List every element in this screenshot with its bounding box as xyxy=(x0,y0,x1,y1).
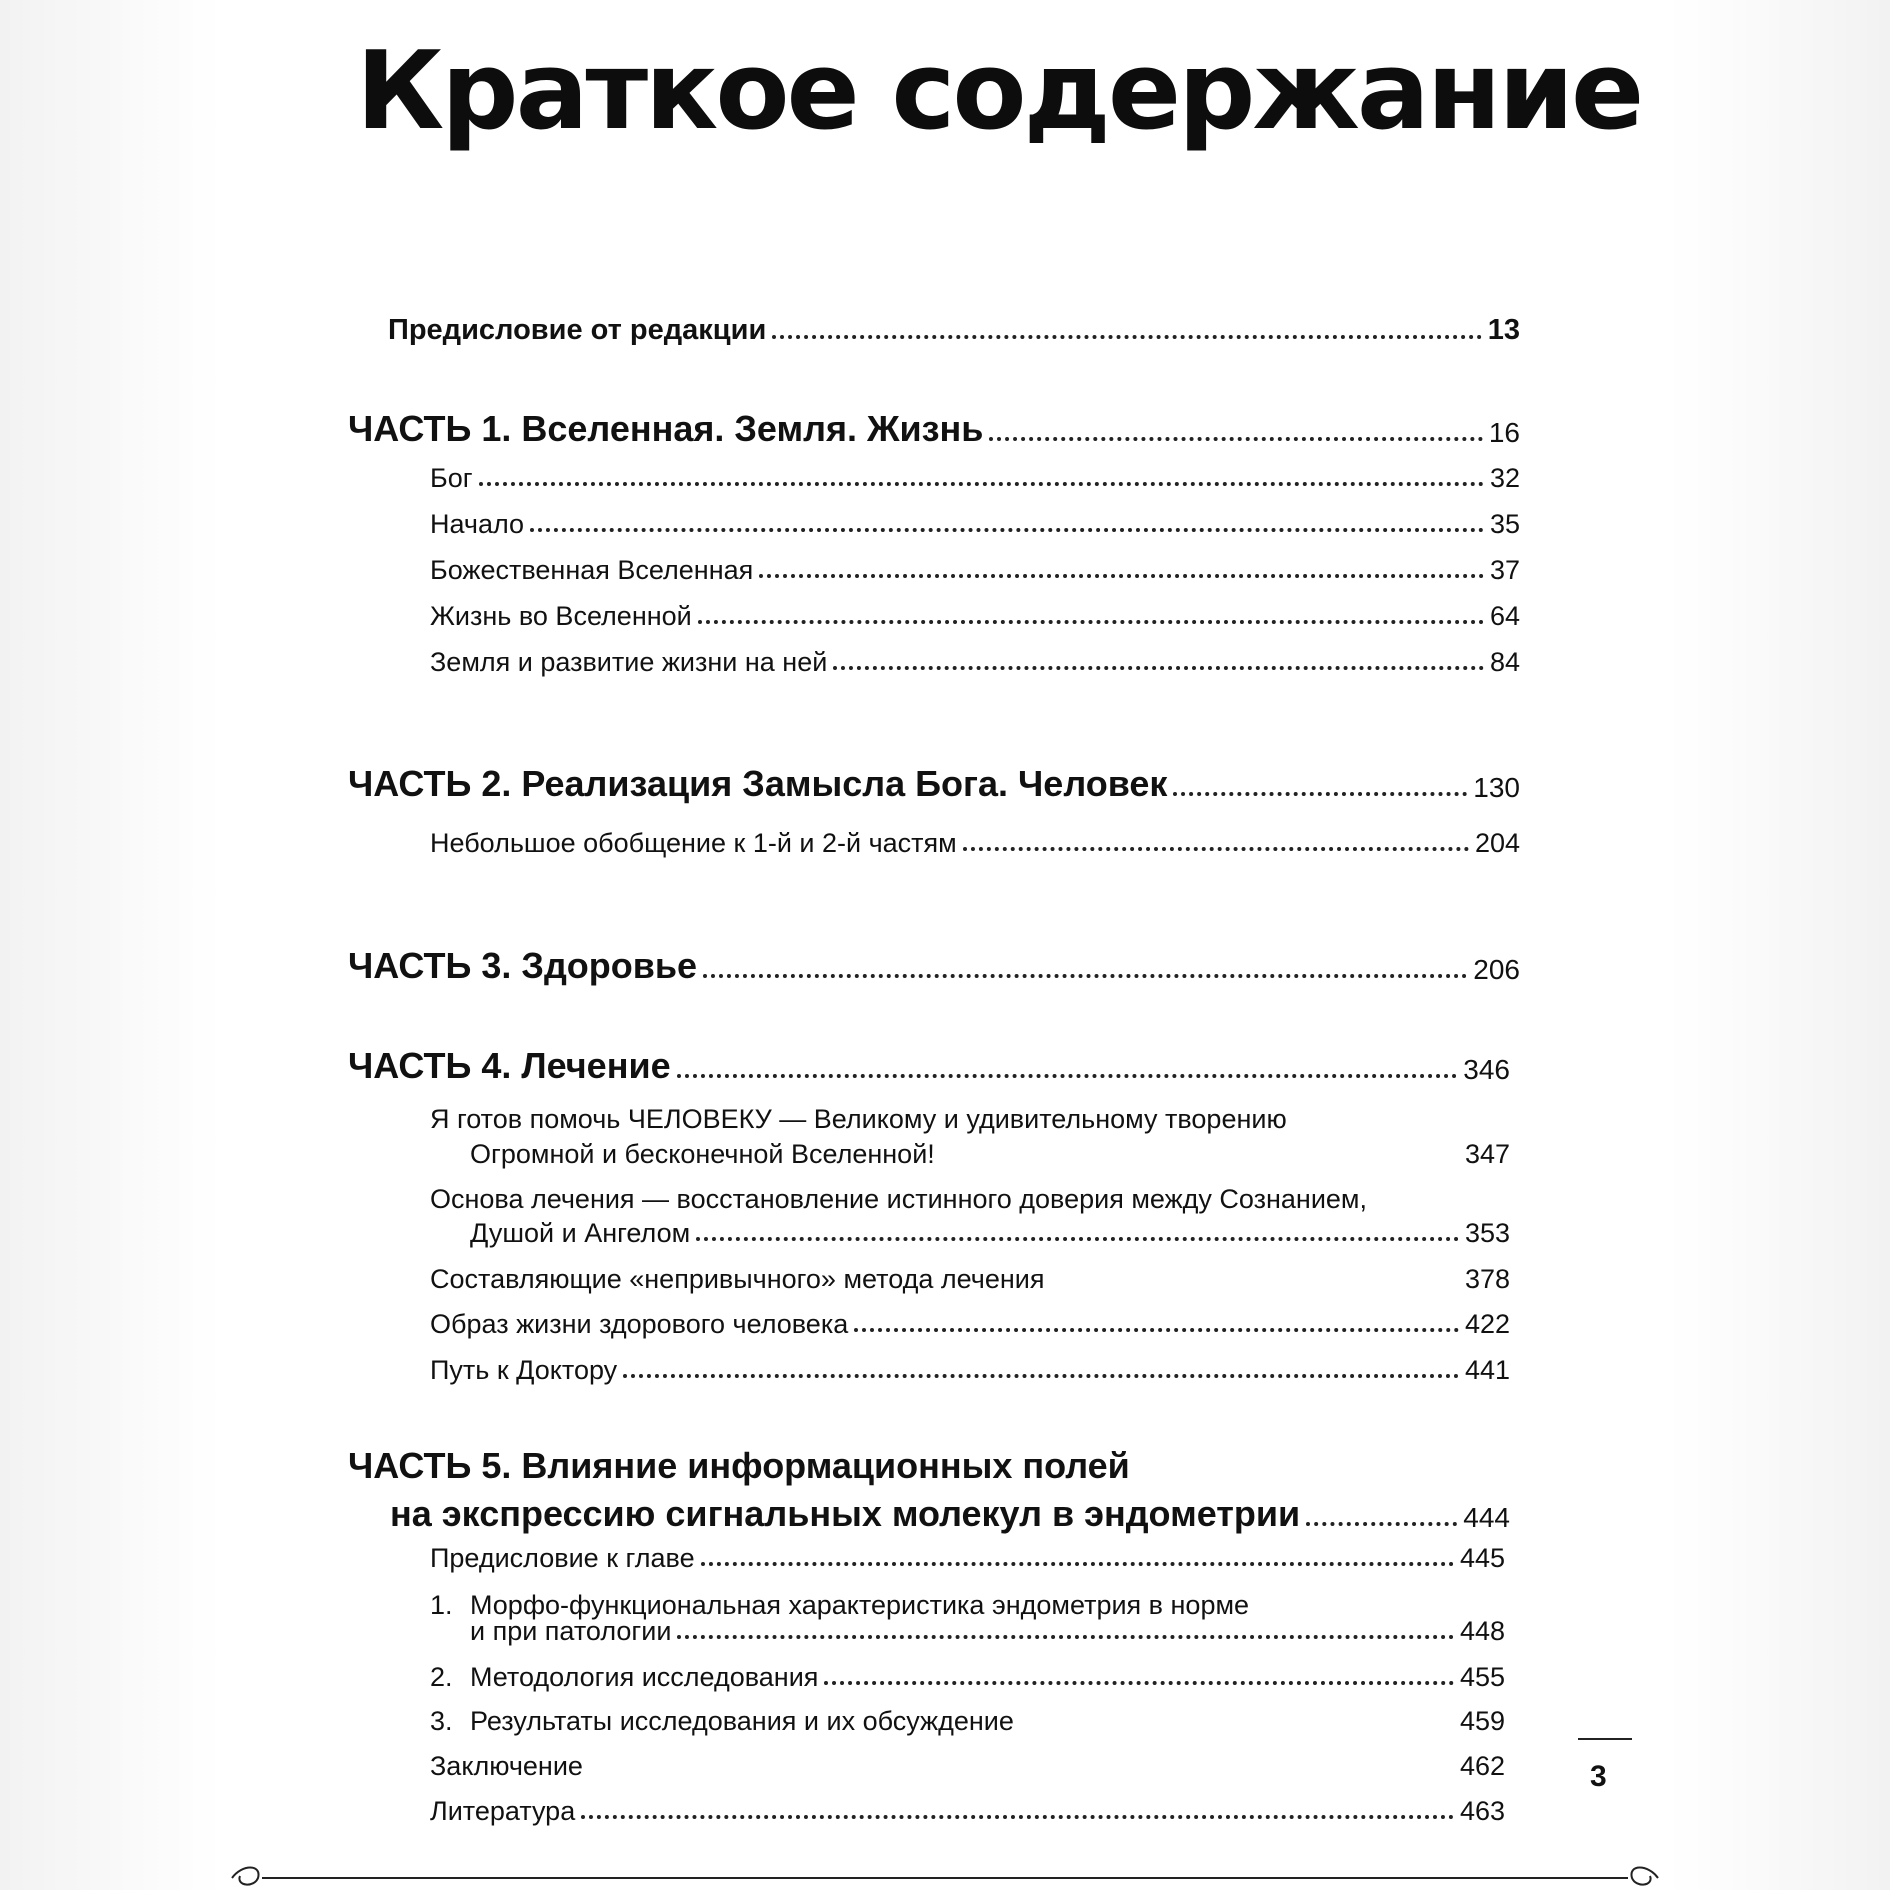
toc-page-number: 32 xyxy=(1489,463,1520,493)
toc-page-number: 206 xyxy=(1473,954,1520,985)
toc-entry-part2[interactable] xyxy=(348,763,1520,804)
toc-entry-summary[interactable] xyxy=(430,830,1520,857)
toc-label: Литература xyxy=(430,1796,576,1826)
toc-label: Образ жизни здорового человека xyxy=(430,1309,849,1339)
toc-page-number: 448 xyxy=(1459,1616,1505,1646)
toc-entry-earth[interactable] xyxy=(430,649,1520,676)
toc-entry-ready-to-help-line1[interactable]: Я готов помочь ЧЕЛОВЕКУ — Великому и удивительному творению xyxy=(430,1104,1287,1134)
toc-page-number: 422 xyxy=(1464,1309,1510,1339)
toc-entry-path[interactable] xyxy=(430,1357,1510,1384)
dot-leader xyxy=(833,666,1484,670)
dot-leader xyxy=(581,1815,1454,1819)
dot-leader xyxy=(703,974,1467,978)
dot-leader xyxy=(701,1562,1454,1566)
toc-page-number: 462 xyxy=(1459,1751,1505,1781)
toc-label xyxy=(430,1708,1014,1735)
toc-label-text: Методология исследования xyxy=(470,1662,819,1692)
toc-entry-divine-universe[interactable] xyxy=(430,557,1520,584)
dot-leader xyxy=(1020,1725,1454,1729)
toc-entry-part3[interactable] xyxy=(348,945,1520,986)
toc-label: Морфо-функциональная характеристика эндометрия в норме xyxy=(470,1590,1250,1620)
toc-entry-part5-line1[interactable]: ЧАСТЬ 5. Влияние информационных полей xyxy=(348,1445,1130,1486)
toc-label xyxy=(430,1664,818,1691)
dot-leader xyxy=(677,1074,1458,1078)
bottom-ornament xyxy=(222,1860,1668,1890)
toc-page-number: 346 xyxy=(1463,1054,1510,1085)
toc-entry-part5[interactable] xyxy=(390,1493,1510,1534)
dot-leader xyxy=(1173,792,1467,796)
dot-leader xyxy=(824,1681,1454,1685)
dot-leader xyxy=(530,528,1484,532)
toc-label: Предисловие от редакции xyxy=(388,314,767,346)
dot-leader xyxy=(1306,1522,1457,1526)
item-number: 2. xyxy=(430,1662,453,1692)
dot-leader xyxy=(1050,1283,1458,1287)
toc-entry-preface[interactable] xyxy=(388,316,1520,345)
item-number: 1. xyxy=(430,1590,453,1620)
toc-page-number: 64 xyxy=(1489,601,1520,631)
toc-label: ЧАСТЬ 3. Здоровье xyxy=(348,945,698,986)
dot-leader xyxy=(854,1328,1459,1332)
toc-entry-part4[interactable] xyxy=(348,1045,1510,1086)
toc-page-number: 459 xyxy=(1459,1706,1505,1736)
toc-label: Составляющие «непривычного» метода лечения xyxy=(430,1264,1045,1294)
dot-leader xyxy=(677,1635,1454,1639)
toc-entry-morpho[interactable] xyxy=(470,1618,1505,1645)
toc-entry-basis-line1[interactable]: Основа лечения — восстановление истинного доверия между Сознанием, xyxy=(430,1184,1367,1214)
toc-label: ЧАСТЬ 4. Лечение xyxy=(348,1045,671,1086)
toc-entry-part1[interactable] xyxy=(348,408,1520,449)
page-number: 3 xyxy=(1590,1760,1607,1793)
toc-entry-beginning[interactable] xyxy=(430,511,1520,538)
dot-leader xyxy=(623,1374,1459,1378)
toc-entry-conclusion[interactable] xyxy=(430,1753,1505,1780)
toc-page-number: 455 xyxy=(1459,1662,1505,1692)
toc-page-number: 130 xyxy=(1473,772,1520,803)
item-number: 3. xyxy=(430,1706,453,1736)
toc-label: Бог xyxy=(430,463,473,493)
toc-entry-god[interactable] xyxy=(430,465,1520,492)
toc-label: Заключение xyxy=(430,1751,583,1781)
toc-entry-results[interactable] xyxy=(430,1708,1505,1735)
toc-label-text: Результаты исследования и их обсуждение xyxy=(470,1706,1014,1736)
toc-label: Огромной и бесконечной Вселенной! xyxy=(470,1139,935,1169)
toc-label: Путь к Доктору xyxy=(430,1355,618,1385)
toc-label: ЧАСТЬ 1. Вселенная. Земля. Жизнь xyxy=(348,408,984,449)
toc-page-number: 445 xyxy=(1459,1543,1505,1573)
toc-label: Жизнь во Вселенной xyxy=(430,601,692,631)
dot-leader xyxy=(963,847,1469,851)
dot-leader xyxy=(589,1770,1454,1774)
dot-leader xyxy=(696,1237,1459,1241)
toc-page-number: 35 xyxy=(1489,509,1520,539)
toc-label: Божественная Вселенная xyxy=(430,555,754,585)
toc-entry-methodology[interactable] xyxy=(430,1664,1505,1691)
dot-leader xyxy=(772,335,1481,339)
toc-label: ЧАСТЬ 2. Реализация Замысла Бога. Человек xyxy=(348,763,1168,804)
toc-page-number: 347 xyxy=(1464,1139,1510,1169)
toc-page-number: 16 xyxy=(1488,417,1520,448)
toc-entry-lifestyle[interactable] xyxy=(430,1311,1510,1338)
toc-entry-components[interactable] xyxy=(430,1266,1510,1293)
toc-page-number: 444 xyxy=(1463,1502,1510,1533)
page-title: Краткое содержание xyxy=(356,29,1642,154)
toc-entry-basis[interactable] xyxy=(470,1220,1510,1247)
toc-page-number: 13 xyxy=(1487,314,1520,346)
dot-leader xyxy=(759,574,1484,578)
toc-page-number: 441 xyxy=(1464,1355,1510,1385)
dot-leader xyxy=(479,482,1484,486)
toc-page-number: 204 xyxy=(1474,828,1520,858)
toc-page-number: 84 xyxy=(1489,647,1520,677)
toc-label: на экспрессию сигнальных молекул в эндометрии xyxy=(390,1493,1301,1534)
dot-leader xyxy=(989,437,1482,441)
dot-leader xyxy=(698,620,1484,624)
page-number-rule xyxy=(1578,1738,1632,1740)
toc-entry-ready-to-help[interactable] xyxy=(470,1141,1510,1168)
toc-label: Начало xyxy=(430,509,525,539)
toc-label: Предисловие к главе xyxy=(430,1543,695,1573)
toc-page-number: 378 xyxy=(1464,1264,1510,1294)
toc-label: Земля и развитие жизни на ней xyxy=(430,647,828,677)
dot-leader xyxy=(941,1158,1459,1162)
toc-page-number: 353 xyxy=(1464,1218,1510,1248)
toc-page-number: 37 xyxy=(1489,555,1520,585)
toc-entry-literature[interactable] xyxy=(430,1798,1505,1825)
toc-entry-life-in-universe[interactable] xyxy=(430,603,1520,630)
toc-entry-chapter-preface[interactable] xyxy=(430,1545,1505,1572)
toc-label: и при патологии xyxy=(470,1616,672,1646)
toc-label: Душой и Ангелом xyxy=(470,1218,691,1248)
toc-page-number: 463 xyxy=(1459,1796,1505,1826)
toc-label: Небольшое обобщение к 1-й и 2-й частям xyxy=(430,828,957,858)
